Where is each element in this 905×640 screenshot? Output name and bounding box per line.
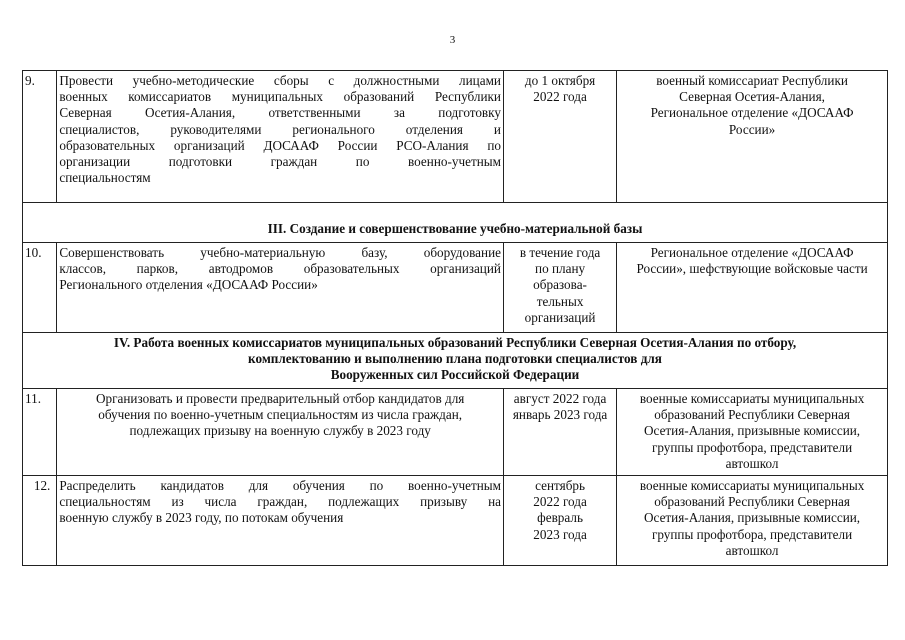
- table-row: [23, 389, 888, 476]
- deadline-line: по плану: [535, 261, 586, 277]
- row-number: 9.: [23, 71, 57, 203]
- deadline-cell: [503, 389, 616, 476]
- activity-line: военных комиссариатов муниципальных образований Республики: [59, 89, 501, 105]
- row-number: 10.: [23, 243, 57, 333]
- table-row: [23, 476, 888, 566]
- page-number: 3: [449, 34, 456, 46]
- responsible-line: образований Республики Северная: [654, 494, 850, 510]
- responsible-line: Осетия-Алания, призывные комиссии,: [644, 510, 861, 526]
- plan-table: [22, 70, 888, 566]
- activity-line: Северная Осетия-Алания, ответственными за подготовку: [59, 105, 501, 121]
- activity-cell: [57, 243, 504, 333]
- activity-line: организации подготовки граждан по военно-учетным: [59, 154, 501, 170]
- activity-cell: [57, 476, 504, 566]
- activity-line: Распределить кандидатов для обучения по военно-учетным: [59, 478, 501, 494]
- section-heading-line: Вооруженных сил Российской Федерации: [330, 367, 580, 383]
- section-heading-line: комплектованию и выполнению плана подготовки специалистов для: [248, 351, 662, 367]
- responsible-line: военные комиссариаты муниципальных: [639, 391, 865, 406]
- responsible-line: образований Республики Северная: [654, 407, 850, 423]
- activity-line: Совершенствовать учебно-материальную базу, оборудование: [59, 245, 501, 260]
- deadline-line: сентябрь: [535, 478, 586, 494]
- deadline-line: февраль: [537, 510, 583, 526]
- activity-line: образовательных организаций ДОСААФ России РСО-Алания по: [59, 137, 501, 153]
- section-row: [23, 203, 888, 243]
- activity-line: военную службу в 2023 году, по потокам обучения: [59, 510, 344, 526]
- section-heading: III. Создание и совершенствование учебно-материальной базы: [23, 203, 888, 243]
- responsible-cell: [617, 71, 888, 203]
- section-row: [23, 333, 888, 389]
- activity-line: специальностям из числа граждан, подлежащих призыву на: [59, 494, 501, 510]
- activity-line: Организовать и провести предварительный отбор кандидатов для: [95, 391, 465, 406]
- deadline-line: тельных: [536, 293, 584, 309]
- responsible-line: Региональное отделение «ДОСААФ: [650, 245, 854, 260]
- deadline-line: 2022 года: [533, 494, 587, 510]
- activity-cell: [57, 71, 504, 203]
- deadline-cell: [503, 243, 616, 333]
- responsible-line: Северная Осетия-Алания,: [679, 89, 825, 105]
- responsible-line: России», шефствующие войсковые части: [636, 261, 868, 277]
- table-row: [23, 71, 888, 203]
- activity-line: специальностям: [59, 170, 151, 186]
- responsible-line: группы профотбора, представители: [651, 439, 853, 455]
- deadline-line: организаций: [524, 309, 596, 325]
- deadline-line: в течение года: [519, 245, 601, 260]
- activity-line: обучения по военно-учетным специальностям из числа граждан,: [98, 407, 463, 423]
- responsible-cell: [617, 389, 888, 476]
- responsible-line: автошкол: [725, 542, 779, 558]
- activity-line: специалистов, руководителями регионального отделения и: [59, 121, 501, 137]
- deadline-line: образова-: [533, 277, 587, 293]
- responsible-line: военный комиссариат Республики: [656, 73, 848, 88]
- deadline-line: 2023 года: [533, 526, 587, 542]
- activity-line: классов, парков, автодромов образовательных организаций: [59, 261, 501, 277]
- activity-line: подлежащих призыву на военную службу в 2023 году: [129, 423, 431, 439]
- deadline-cell: [503, 71, 616, 203]
- deadline-line: август 2022 года: [513, 391, 607, 406]
- responsible-cell: [617, 243, 888, 333]
- section-heading: [23, 333, 888, 389]
- responsible-line: военные комиссариаты муниципальных: [639, 478, 865, 494]
- responsible-line: Региональное отделение «ДОСААФ: [650, 105, 854, 121]
- section-heading-line: IV. Работа военных комиссариатов муниципальных образований Республики Северная Осетия-Алания по отбору,: [113, 335, 797, 350]
- responsible-line: России»: [728, 121, 776, 137]
- responsible-line: Осетия-Алания, призывные комиссии,: [644, 423, 861, 439]
- activity-cell: [57, 389, 504, 476]
- responsible-line: группы профотбора, представители: [651, 526, 853, 542]
- activity-line: Провести учебно-методические сборы с должностными лицами: [59, 73, 501, 88]
- deadline-line: 2022 года: [533, 89, 587, 105]
- responsible-cell: [617, 476, 888, 566]
- row-number: 11.: [23, 389, 57, 476]
- deadline-line: до 1 октября: [524, 73, 596, 88]
- row-number: 12.: [23, 476, 57, 566]
- responsible-line: автошкол: [725, 455, 779, 471]
- deadline-line: январь 2023 года: [512, 407, 608, 423]
- activity-line: Регионального отделения «ДОСААФ России»: [59, 277, 318, 293]
- table-row: [23, 243, 888, 333]
- deadline-cell: [503, 476, 616, 566]
